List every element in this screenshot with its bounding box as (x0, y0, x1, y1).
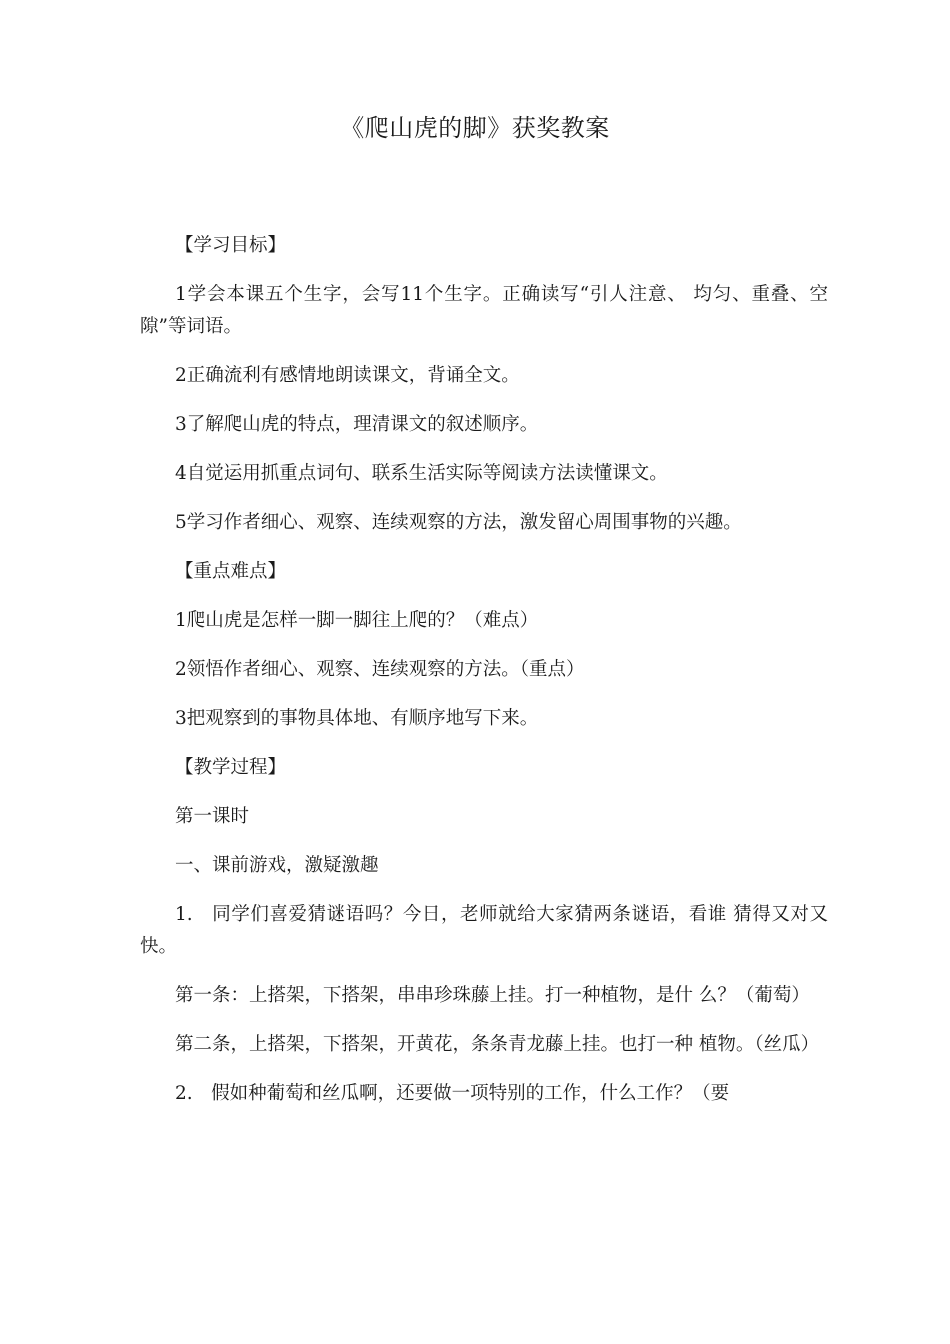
step-heading-1: 一、课前游戏，激疑激趣 (175, 855, 379, 876)
riddle-2: 第二条，上搭架，下搭架，开黄花，条条青龙藤上挂。也打一种 植物。（丝瓜） (175, 1034, 820, 1055)
objective-2: 2正确流利有感情地朗读课文，背诵全文。 (175, 365, 520, 386)
objective-5: 5学习作者细心、观察、连续观察的方法，激发留心周围事物的兴趣。 (175, 512, 742, 533)
lesson-label: 第一课时 (175, 806, 250, 827)
section-heading-key-points: 【重点难点】 (175, 561, 287, 582)
section-heading-objectives: 【学习目标】 (175, 235, 287, 256)
objective-4: 4自觉运用抓重点词句、联系生活实际等阅读方法读懂课文。 (175, 463, 668, 484)
objective-1: 1学会本课五个生字，会写11个生字。正确读写“引人注意、 均匀、重叠、空隙”等词语。 (140, 284, 828, 337)
objective-3: 3了解爬山虎的特点，理清课文的叙述顺序。 (175, 414, 539, 435)
document-title: 《爬山虎的脚》获奖教案 (340, 114, 610, 142)
document-body (140, 230, 828, 1127)
step-paragraph-1: 1. 同学们喜爱猜谜语吗？今日，老师就给大家猜两条谜语，看谁 猜得又对又快。 (140, 904, 828, 957)
section-heading-process: 【教学过程】 (175, 757, 287, 778)
riddle-1: 第一条：上搭架，下搭架，串串珍珠藤上挂。打一种植物，是什 么？（葡萄） (175, 985, 810, 1006)
key-point-3: 3把观察到的事物具体地、有顺序地写下来。 (175, 708, 539, 729)
key-point-2: 2领悟作者细心、观察、连续观察的方法。（重点） (175, 659, 585, 680)
step-paragraph-2: 2. 假如种葡萄和丝瓜啊，还要做一项特别的工作，什么工作？（要 (175, 1083, 730, 1104)
key-point-1: 1爬山虎是怎样一脚一脚往上爬的？（难点） (175, 610, 539, 631)
